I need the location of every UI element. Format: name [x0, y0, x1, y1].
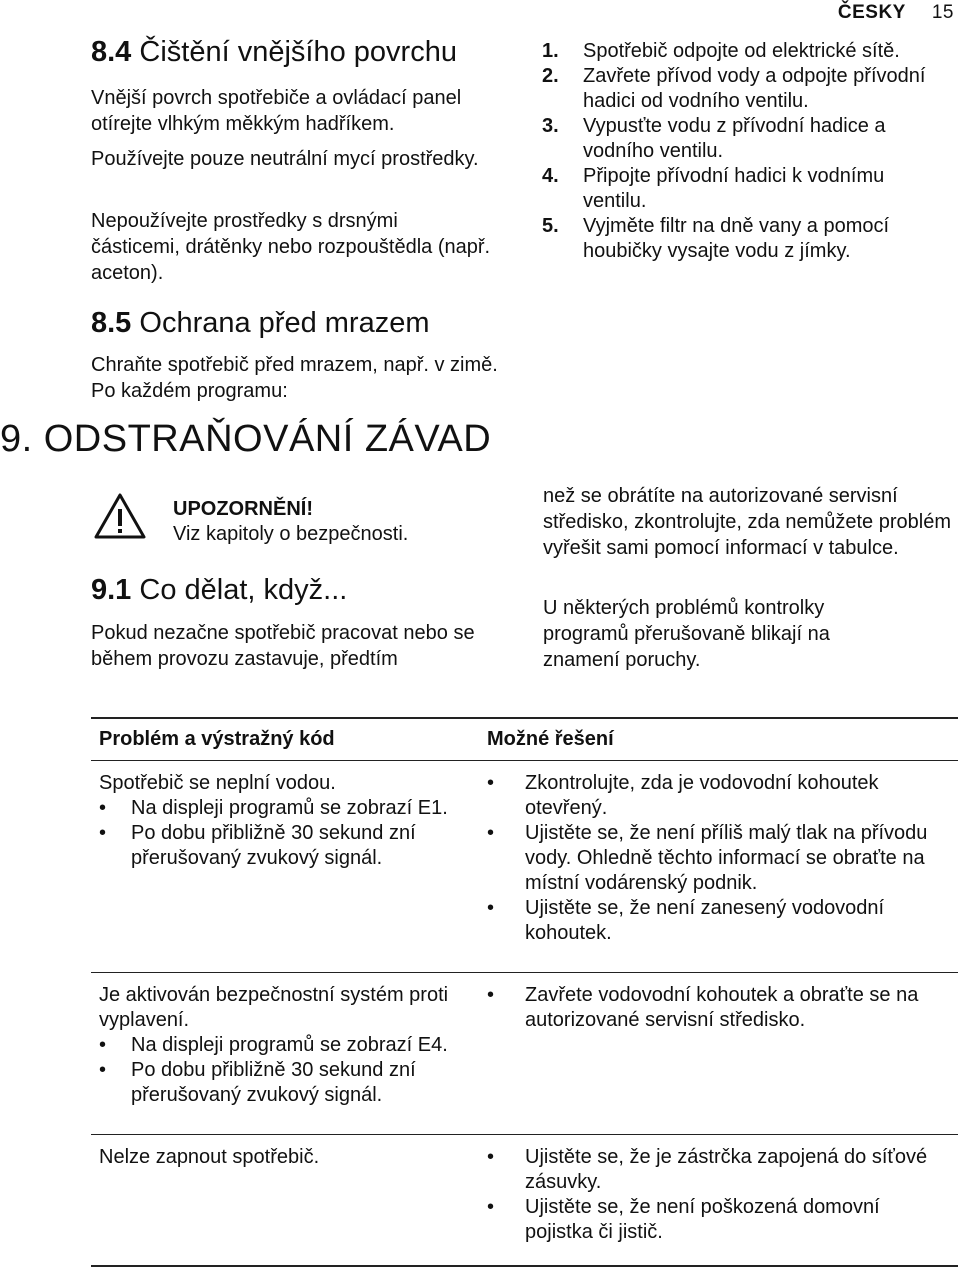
solution-bullet: • Ujistěte se, že není zanesený vodovodní kohoutek. — [487, 896, 950, 946]
section-8-5-paragraph: Chraňte spotřebič před mrazem, např. v zimě. Po každém programu: — [91, 354, 498, 402]
section-8-4-paragraph-2: Používejte pouze neutrální mycí prostředky. — [91, 148, 479, 170]
solution-bullet: • Zkontrolujte, zda je vodovodní kohoutek otevřený. — [487, 771, 950, 821]
step-number: 2. — [542, 65, 559, 87]
problem-text: Nelze zapnout spotřebič. — [99, 1146, 320, 1168]
step-item — [542, 39, 947, 64]
solution-bullet: • Ujistěte se, že je zástrčka zapojená do síťové zásuvky. — [487, 1145, 950, 1195]
problem-text: Je aktivován bezpečnostní systém proti vyplavení. — [99, 984, 449, 1031]
warning-title: UPOZORNĚNÍ! — [173, 498, 313, 520]
problem-cell — [91, 1135, 479, 1267]
table-row — [91, 761, 958, 973]
step-number: 5. — [542, 215, 559, 237]
section-9-1-heading — [91, 574, 347, 607]
section-8-4-heading — [91, 36, 457, 69]
section-9-1-number: 9.1 — [91, 574, 132, 606]
header-language: ČESKY — [837, 2, 906, 23]
column-header-problem: Problém a výstražný kód — [91, 718, 479, 761]
solution-bullet: • Ujistěte se, že není poškozená domovní pojistka či jistič. — [487, 1195, 950, 1245]
step-text: Vyjměte filtr na dně vany a pomocí houbičky vysajte vodu z jímky. — [583, 215, 890, 262]
solution-bullets — [487, 771, 950, 946]
section-8-4-number: 8.4 — [91, 36, 132, 68]
section-9-1-paragraph-left: Pokud nezačne spotřebič pracovat nebo se během provozu zastavuje, předtím — [91, 622, 475, 670]
problem-bullet: • Na displeji programů se zobrazí E1. — [99, 796, 471, 821]
step-item — [542, 114, 947, 164]
solution-cell — [479, 761, 958, 973]
step-number: 4. — [542, 165, 559, 187]
section-8-5-title: Ochrana před mrazem — [139, 307, 430, 339]
solution-cell — [479, 1135, 958, 1267]
problem-cell — [91, 761, 479, 973]
page-number: 15 — [931, 2, 954, 23]
step-number: 1. — [542, 40, 559, 62]
section-9-1-paragraph-right-2: U některých problémů kontrolky programů přerušovaně blikají na znamení poruchy. — [543, 597, 830, 671]
table-row — [91, 973, 958, 1135]
section-8-4-paragraph-3: Nepoužívejte prostředky s drsnými částicemi, drátěnky nebo rozpouštědla (např. aceton). — [91, 210, 491, 284]
solution-cell — [479, 973, 958, 1135]
step-text: Připojte přívodní hadici k vodnímu ventilu. — [583, 165, 885, 212]
section-8-4-paragraph-1: Vnější povrch spotřebiče a ovládací panel otírejte vlhkým měkkým hadříkem. — [91, 87, 462, 135]
frost-steps-list — [542, 39, 947, 264]
section-9-1-title: Co dělat, když... — [139, 574, 348, 606]
step-text: Zavřete přívod vody a odpojte přívodní hadici od vodního ventilu. — [583, 65, 926, 112]
step-item — [542, 214, 947, 264]
section-8-4-title: Čištění vnějšího povrchu — [139, 36, 457, 68]
step-text: Vypusťte vodu z přívodní hadice a vodního ventilu. — [583, 115, 886, 162]
step-number: 3. — [542, 115, 559, 137]
problem-bullet: • Po dobu přibližně 30 sekund zní přerušovaný zvukový signál. — [99, 1058, 471, 1108]
solution-bullets — [487, 1145, 950, 1245]
solution-bullets — [487, 983, 950, 1033]
page-header — [838, 2, 954, 24]
column-header-solution: Možné řešení — [479, 718, 958, 761]
problem-bullet: • Po dobu přibližně 30 sekund zní přerušovaný zvukový signál. — [99, 821, 471, 871]
step-text: Spotřebič odpojte od elektrické sítě. — [583, 40, 900, 62]
warning-triangle-icon — [93, 492, 147, 540]
section-8-5-heading — [91, 307, 430, 340]
section-9-1-paragraph-right-1: než se obrátíte na autorizované servisní středisko, zkontrolujte, zda nemůžete problém vyřešit sami pomocí informací v tabulce. — [543, 485, 951, 559]
table-row — [91, 1135, 958, 1267]
problem-bullet: • Na displeji programů se zobrazí E4. — [99, 1033, 471, 1058]
problem-cell — [91, 973, 479, 1135]
problem-text: Spotřebič se neplní vodou. — [99, 772, 336, 794]
problem-bullets — [99, 1033, 471, 1108]
step-item — [542, 164, 947, 214]
solution-bullet: • Ujistěte se, že není příliš malý tlak na přívodu vody. Ohledně těchto informací se obraťte na místní vodárenský podnik. — [487, 821, 950, 896]
troubleshooting-table — [91, 717, 958, 1267]
warning-text: Viz kapitoly o bezpečnosti. — [173, 523, 409, 545]
step-item — [542, 64, 947, 114]
section-8-5-number: 8.5 — [91, 307, 132, 339]
problem-bullets — [99, 796, 471, 871]
chapter-9-title: 9. ODSTRAŇOVÁNÍ ZÁVAD — [0, 418, 492, 460]
solution-bullet: • Zavřete vodovodní kohoutek a obraťte se na autorizované servisní středisko. — [487, 983, 950, 1033]
table-header-row — [91, 718, 958, 761]
